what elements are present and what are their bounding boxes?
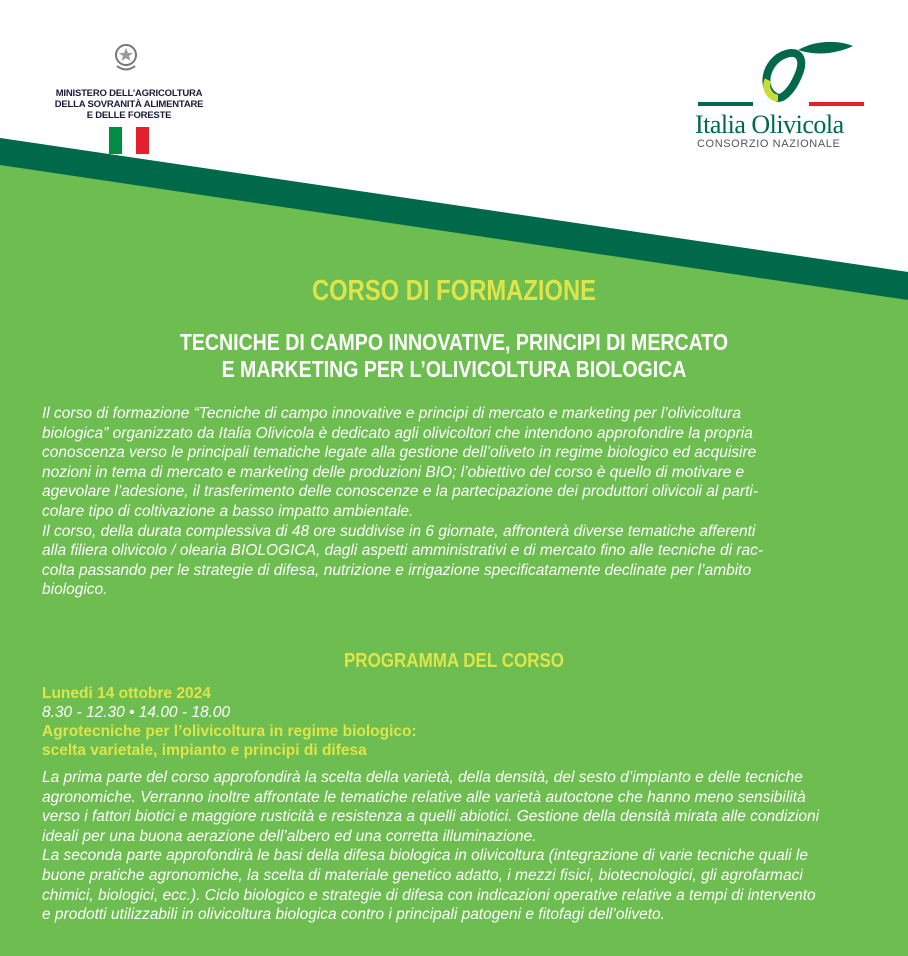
- text-line: agronomiche. Verranno inoltre affrontate le tematiche relative alle varietà autoctone che hanno meno sensibilità: [42, 788, 806, 806]
- text-line: Il corso di formazione “Tecniche di campo innovative e principi di mercato e marketing per l’olivicoltura: [42, 405, 741, 422]
- subtitle-line: E MARKETING PER L’OLIVICOLTURA BIOLOGICA: [221, 356, 687, 382]
- ministry-line: DELLA SOVRANITÀ ALIMENTARE: [54, 99, 204, 110]
- text-line: chimici, biologici, ecc.). Ciclo biologico e strategie di difesa con indicazioni operative relative a tempi di intervento: [42, 886, 816, 904]
- text-line: colta passando per le strategie di difesa, nutrizione e irrigazione specificatamente declinate per l’ambito: [42, 561, 752, 579]
- italian-flag-icon: [109, 127, 149, 154]
- text-line: ideali per una buona aerazione dell’albero ed una corretta illuminazione.: [42, 827, 537, 845]
- session-date: Lunedi 14 ottobre 2024: [42, 685, 211, 702]
- intro-paragraph: [42, 404, 868, 600]
- italian-emblem-icon: [113, 42, 139, 74]
- text-line: conoscenza verso le principali tematiche legate alla gestione dell’oliveto in regime biologico ed acquisire: [42, 444, 757, 462]
- program-heading: PROGRAMMA DEL CORSO: [343, 650, 565, 672]
- ministry-name: [40, 88, 218, 121]
- text-line: Il corso, della durata complessiva di 48 ore suddivise in 6 giornate, affronterà diverse tematiche afferenti: [42, 522, 756, 540]
- session-topic: Agrotecniche per l’olivicoltura in regime biologico:: [42, 723, 417, 740]
- course-subtitle: [68, 329, 840, 383]
- text-line: nozioni in tema di mercato e marketing delle produzioni BIO; l’obiettivo del corso è quello di motivare e: [42, 463, 745, 481]
- session-time: 8.30 - 12.30 • 14.00 - 18.00: [42, 704, 231, 721]
- text-line: verso i fattori biotici e maggiore rusticità e resistenza a quelli abiotici. Gestione della densità mirata alle condizioni: [42, 808, 820, 826]
- session-description: [42, 768, 868, 925]
- text-line: e prodotti utilizzabili in olivicoltura biologica contro i principali patogeni e fitofagi dell’oliveto.: [42, 906, 665, 924]
- ministry-line: MINISTERO DELL’AGRICOLTURA: [55, 88, 203, 99]
- page-title: CORSO DI FORMAZIONE: [311, 275, 597, 307]
- brand-subtitle: CONSORZIO NAZIONALE: [697, 138, 841, 150]
- text-line: biologica” organizzato da Italia Olivicola è dedicato agli olivicoltori che intendono approfondire la propria: [42, 424, 753, 442]
- text-line: buone pratiche agronomiche, la scelta di materiale genetico adatto, i mezzi fisici, biotecnologici, gli agrofarmaci: [42, 866, 803, 884]
- text-line: agevolare l’adesione, il trasferimento delle conoscenze e la partecipazione dei produttori olivicoli al parti-: [42, 483, 758, 501]
- ministry-line: E DELLE FORESTE: [86, 110, 172, 121]
- subtitle-line: TECNICHE DI CAMPO INNOVATIVE, PRINCIPI DI MERCATO: [179, 329, 729, 355]
- text-line: biologico.: [42, 581, 108, 599]
- brand-name: Italia Olivicola: [695, 110, 844, 139]
- text-line: colare tipo di coltivazione a basso impatto ambientale.: [42, 502, 414, 520]
- italia-olivicola-logo-icon: [698, 40, 868, 110]
- text-line: La prima parte del corso approfondirà la scelta della varietà, della densità, del sesto d’impianto e delle tecniche: [42, 769, 803, 786]
- text-line: alla filiera olivicolo / olearia BIOLOGICA, dagli aspetti amministrativi e di mercato fino alle tecniche di rac-: [42, 542, 764, 560]
- program-session: [42, 684, 417, 760]
- session-topic: scelta varietale, impianto e principi di difesa: [42, 742, 367, 759]
- text-line: La seconda parte approfondirà le basi della difesa biologica in olivicoltura (integrazione di varie tecniche quali le: [42, 847, 809, 865]
